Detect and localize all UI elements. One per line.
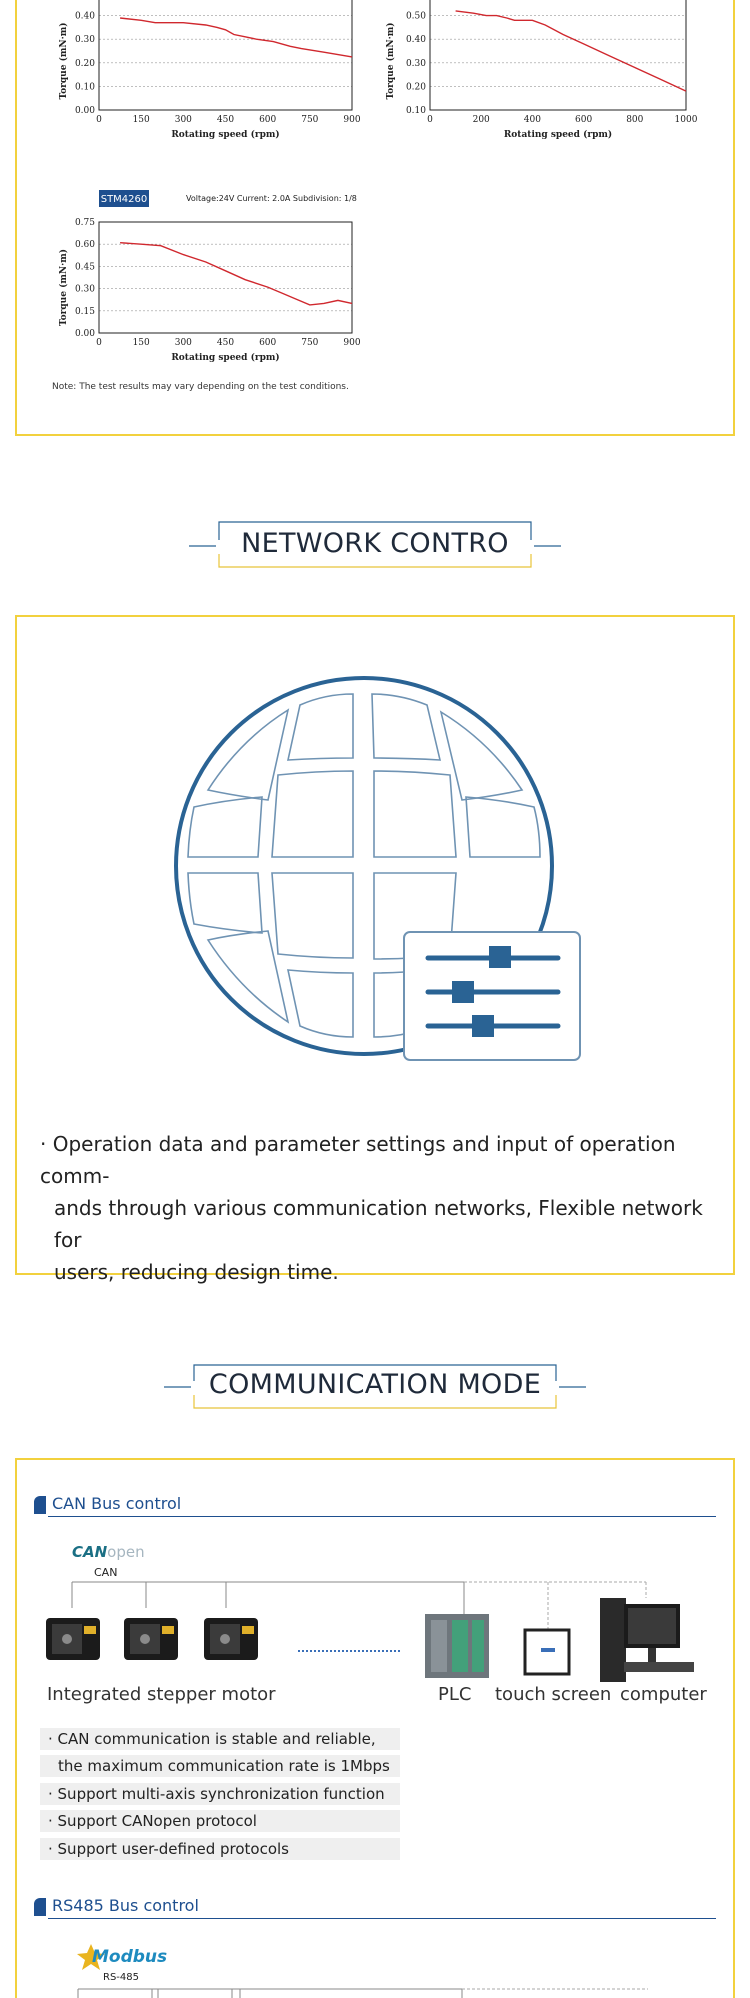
globe-settings-icon (0, 650, 750, 1070)
touch-screen-label: touch screen (495, 1684, 612, 1705)
plot-frame (99, 0, 352, 110)
torque-curve (456, 11, 686, 91)
can-bus-diagram (0, 1578, 750, 1698)
y-tick-label: 0.30 (405, 58, 426, 69)
test-conditions: Voltage:24V Current: 2.0A Subdivision: 1/8 (186, 194, 357, 203)
can-feature-5: · Support user-defined protocols (40, 1838, 400, 1860)
x-tick-label: 600 (575, 115, 593, 125)
x-tick-label: 0 (427, 115, 433, 125)
x-axis-label: Rotating speed (rpm) (503, 130, 613, 140)
rs485-heading: RS485 Bus control (52, 1896, 199, 1915)
network-bullet-line2: ands through various communication networks, Flexible network for (54, 1196, 703, 1252)
x-tick-label: 450 (216, 115, 235, 125)
can-bus-label: CAN (94, 1566, 118, 1579)
network-title: NETWORK CONTRO (241, 528, 509, 559)
canopen-logo (72, 1543, 145, 1561)
x-tick-label: 900 (343, 338, 361, 348)
torque-curve (120, 243, 352, 305)
plot-frame (430, 0, 686, 110)
can-feature-1: · CAN communication is stable and reliable, (40, 1728, 400, 1750)
network-bullet-line1: · Operation data and parameter settings and input of operation comm- (40, 1132, 676, 1188)
torque-charts (0, 0, 750, 440)
network-description (40, 1128, 720, 1288)
plc-icon (425, 1614, 489, 1678)
touch-screen-icon (525, 1630, 569, 1674)
y-tick-label: 0.40 (405, 35, 426, 46)
computer-label: computer (620, 1684, 707, 1705)
can-feature-4: · Support CANopen protocol (40, 1810, 400, 1832)
network-section-header (0, 520, 750, 580)
communication-section-header (0, 1363, 750, 1423)
x-tick-label: 800 (626, 115, 644, 125)
y-tick-label: 0.20 (405, 82, 426, 93)
section-tab-icon (34, 1496, 46, 1514)
y-tick-label: 0.00 (74, 106, 95, 116)
rs485-bus-label: RS-485 (103, 1972, 139, 1983)
x-tick-label: 750 (301, 115, 319, 125)
plc-label: PLC (438, 1684, 472, 1705)
x-tick-label: 200 (472, 115, 490, 125)
section-tab-icon (34, 1898, 46, 1916)
canopen-logo-light: open (107, 1543, 145, 1561)
torque-curve (120, 18, 352, 57)
x-tick-label: 600 (259, 115, 277, 125)
y-tick-label: 0.20 (74, 58, 95, 69)
y-tick-label: 0.30 (74, 284, 95, 295)
y-tick-label: 0.00 (74, 329, 95, 339)
communication-title: COMMUNICATION MODE (208, 1369, 542, 1400)
y-axis-label: Torque (mN·m) (59, 22, 69, 100)
stepper-motor-icon (46, 1618, 100, 1660)
x-tick-label: 0 (96, 338, 102, 348)
test-note: Note: The test results may vary depending on the test conditions. (52, 382, 349, 392)
y-tick-label: 0.50 (405, 11, 426, 22)
y-tick-label: 0.45 (74, 262, 95, 273)
network-bullet-line3: users, reducing design time. (54, 1260, 339, 1284)
x-axis-label: Rotating speed (rpm) (171, 353, 280, 363)
heading-rule (48, 1918, 716, 1919)
computer-icon (600, 1598, 694, 1682)
y-tick-label: 0.30 (74, 35, 95, 46)
y-tick-label: 0.75 (74, 218, 95, 228)
x-tick-label: 400 (523, 115, 541, 125)
y-axis-label: Torque (mN·m) (59, 248, 69, 327)
x-tick-label: 300 (174, 338, 192, 348)
x-tick-label: 150 (132, 338, 150, 348)
model-title: STM4260 (100, 194, 148, 205)
heading-rule (48, 1516, 716, 1517)
motor-label: Integrated stepper motor (47, 1684, 276, 1705)
rs485-bus-header (34, 1895, 716, 1921)
x-tick-label: 900 (343, 115, 361, 125)
y-tick-label: 0.40 (74, 11, 95, 22)
y-tick-label: 0.10 (405, 106, 426, 116)
y-tick-label: 0.10 (74, 82, 95, 93)
x-tick-label: 300 (174, 115, 192, 125)
x-tick-label: 450 (216, 338, 235, 348)
x-tick-label: 0 (96, 115, 102, 125)
y-tick-label: 0.15 (74, 306, 95, 317)
can-feature-3: · Support multi-axis synchronization function (40, 1783, 400, 1805)
stepper-motor-icon (124, 1618, 178, 1660)
rs485-bus-lines (0, 1988, 750, 1998)
x-tick-label: 600 (259, 338, 277, 348)
plot-frame (99, 222, 352, 333)
y-tick-label: 0.60 (74, 240, 95, 251)
can-feature-2: the maximum communication rate is 1Mbps (40, 1755, 400, 1777)
x-tick-label: 150 (132, 115, 150, 125)
x-tick-label: 1000 (674, 115, 698, 125)
y-axis-label: Torque (mN·m) (386, 22, 396, 100)
modbus-logo: Modbus (92, 1947, 168, 1967)
x-axis-label: Rotating speed (rpm) (171, 130, 280, 140)
can-bus-heading: CAN Bus control (52, 1494, 182, 1513)
stepper-motor-icon (204, 1618, 258, 1660)
can-bus-header (34, 1493, 716, 1519)
canopen-logo-bold: CAN (72, 1543, 108, 1561)
x-tick-label: 750 (301, 338, 319, 348)
